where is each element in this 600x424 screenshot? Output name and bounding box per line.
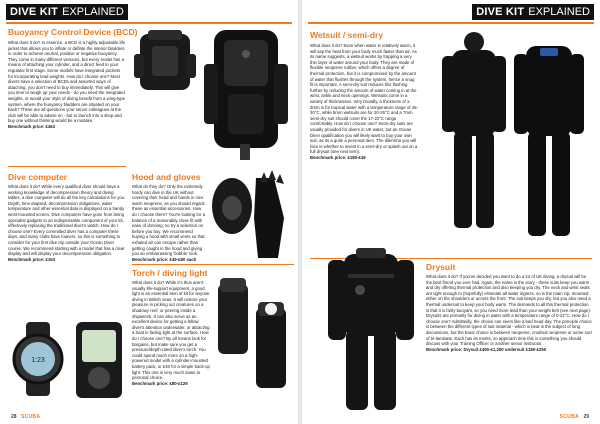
drysuit-benchmark: Benchmark price: Drysuit £490-£1,200 undersuit £180-£250 [426,346,547,352]
svg-text:1:23: 1:23 [31,357,45,364]
wetsuit-image [422,26,594,252]
hood-benchmark: Benchmark price: £49-£80 each [132,256,197,262]
bcd-benchmark: Benchmark price: £463 [8,123,56,129]
header-kit-right: DIVE KIT [472,4,528,20]
right-header [472,4,594,20]
bcd-text-body: What does it do? In essence, a BCD is a highly adjustable life jacket that allows you to inflate or deflate the interior bladders in order to achieve neutral, positive or negative buoyancy. They come in many different versions, but every model has a means of attaching your cylinder, and a direct feed to your regulator first stage. Some models have integrated pockets for incorporating lead weights. How do I choose one? Most divers have a selection of BCDs and assorted ways of attaching, you don't need to buy immediately. This will give you time to weigh up your needs - do you need the integrated weights, or would your style of diving benefit from a wing-type system, where the buoyancy bladders are situated on your back? These are all questions your senior colleagues at the club will be able to advise on - but to launch into a shop and buy one without thinking would be a mistake. [8,40,126,124]
bcd-small-image [130,26,200,98]
torch-text [132,280,210,386]
hood-title: Hood and gloves [132,172,201,182]
bcd-large-image [200,24,294,164]
wetsuit-text-body: What does it do? Even when water is relatively warm, it will sap the heat from your body much faster than air. As its name suggests, a wetsuit works by trapping a very thin layer of water around your body. They are made of flexible neoprene rubber, which offers a degree of thermal protection, but it is compromised by the amount of water that flushes through the system, hence a snug fit is important. A semi-dry suit reduces this flushing further by reducing the amount of water coming in at the wrist, ankle and neck openings. Wetsuits come in a variety of thicknesses. Very broadly, a thickness of 1-3mm is for tropical water with a temperature range of 26-30°C, while 5mm wetsuits are for 20-26°C and a 7mm semi-dry suit should cover the 17-22°C range comfortably. How do I choose one? Semi-dry suits are usually provided for divers in UK water, but an Ocean Diver qualification you will likely want to buy your own suit, as its a quite a personal item. The dilemma you will face is whether to invest in a semi-dry or splash out on a full drysuit (see next item). [310,43,418,155]
right-page [302,0,600,424]
hood-gloves-image [208,168,294,264]
wetsuit-title: Wetsuit / semi-dry [310,30,384,40]
computer-benchmark: Benchmark price: £153 [8,256,56,262]
hood-text-body: What do they do? Only the extremely hardy can dive in the UK without covering their head and hands in nice warm neoprene, as you should regard these as essential accessories. How do I choose them? You're looking for a balance of a reasonably close fit with ease of donning, so try a selection on before you buy. We recommend buying a hood with small vents so that exhaled air can escape rather than getting caught in the hood and giving you an embarrassing 'bobble' look. [132,184,205,257]
bcd-text [8,40,126,130]
wetsuit-text [310,43,418,160]
computer-text-body: What does it do? While every qualified diver should have a working knowledge of decompression theory and diving tables, a dive computer will do all the key calculations for you. Depth, time elapsed, decompression obligations, water temperature and other essential data is displayed on a handy wrist-mounted screen. Dive computers have gone from being specialist gadgets to an indispensable component of your kit, effectively replacing the traditional diver's watch. How do I choose one? Every committed diver has a computer these days, and many clubs have loaners, so this is something to consider for your first dive trip outside your Ocean Diver course. We recommend starting with a model that has a clear display and will display your decompression obligation. [8,184,126,257]
left-page-number: 28 [11,414,17,420]
hood-text [132,184,206,262]
torch-image [212,278,294,396]
drysuit-text [426,274,592,352]
header-explained: EXPLAINED [62,4,128,20]
right-brand: SCUBA [559,414,580,420]
drysuit-image [316,234,426,414]
torch-text-body: What does it do? While it's thus aren't usually life-support equipment, a good light is an essential item of kit for anyone diving in British seas. It will restore your pleasure in picking out creatures on a shadowy reef, or peering inside a shipwreck. It can also serve as an excellent device for getting a fellow diver's attention underwater, or attracting a boat in fading light at the surface. How do I choose one? By all means look for bargains, but make sure you get a pressure/depth-rated diver's torch. You could spend much more on a high-powered model with a cylinder-mounted battery pack, or £40 for a simple back-up light. This one is very much down to personal choice. [132,280,210,381]
computer-title: Dive computer [8,172,68,182]
drysuit-text-body: What does it do? If you've decided you want to do a lot of UK diving, a drysuit will be the best friend you ever had. Again, the name is the story - these suits keep you warm and dry offering thermal protection and also keeping you dry. The neck and wrist seals are tight enough to (hopefully) eliminate all water ingress, so is the main zip, mounted either on the shoulders or across the front. The suit keeps you dry, but you also need a thermal undersuit to keep your body warm. The demands to all this thermal protection is that it is fairly buoyant, so you need more lead than your weight belt (see next page). Drysuits are primarily for diving in water with a temperature range of 0-22°C. How do I choose one? Admittedly, the choice can seem like a bad head day. The principle choice is between the different types of suit material - which is beat is the subject of long discussions, but the basic choice is between neoprene, crushed neoprene or some sort of tri-laminate. Each has its merits, so approach time this is something you should discuss with your Training Officer or another senior instructor. [426,274,592,347]
right-footer [560,414,592,420]
left-header [6,4,128,20]
section-rule-2 [132,264,294,265]
torch-benchmark: Benchmark price: £80-£129 [132,380,188,386]
wetsuit-benchmark: Benchmark price: £180-£49 [310,154,366,160]
header-kit: DIVE KIT [6,4,62,20]
torch-title: Torch / diving light [132,268,208,278]
left-page [0,0,298,424]
header-explained-right: EXPLAINED [528,4,594,20]
left-footer [8,414,40,420]
right-page-number: 29 [583,414,589,420]
drysuit-title: Drysuit [426,262,456,272]
computer-text [8,184,126,262]
header-rule-right [308,22,594,24]
dive-computer-console-image [72,318,126,402]
bcd-title: Buoyancy Control Device (BCD) [8,27,138,37]
dive-computer-watch-image [10,322,66,396]
left-brand: SCUBA [20,414,41,420]
section-rule [8,166,126,167]
